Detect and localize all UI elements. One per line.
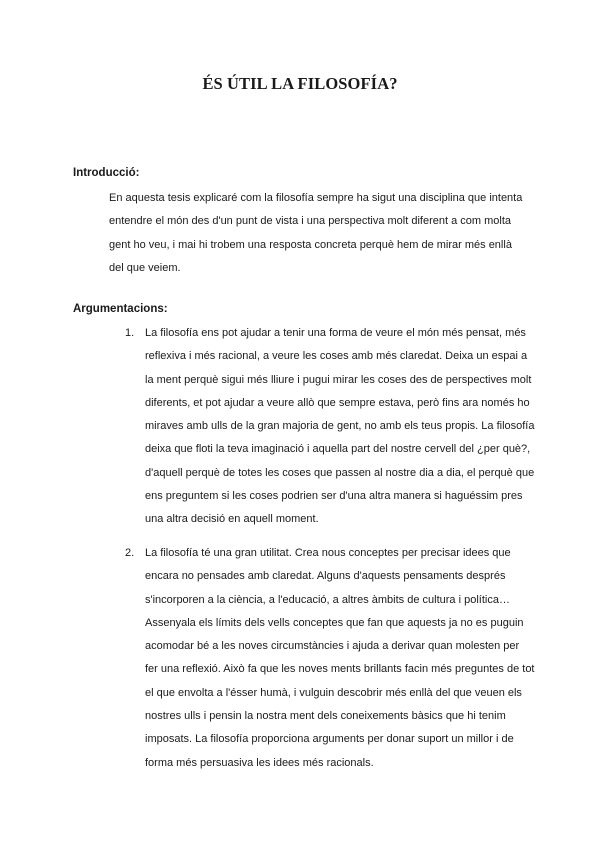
argument-number-2: 2.	[125, 547, 135, 559]
document-title: ÉS ÚTIL LA FILOSOFÍA?	[202, 74, 398, 93]
argument-item-1	[125, 322, 535, 532]
arguments-list-1	[125, 322, 535, 532]
introduction-text: En aquesta tesis explicaré com la filosofía sempre ha sigut una disciplina que intenta entendre el món des d'un punt de vista i una perspectiva molt diferent a com molta gent ho veu, i mai hi trobem una resposta concreta perquè hem de mirar més enllà del que veiem.	[109, 192, 523, 274]
arguments-heading: Argumentacions:	[73, 303, 168, 315]
argument-number-1: 1.	[125, 327, 135, 339]
introduction-heading: Introducció:	[73, 167, 140, 179]
argument-text-2: La filosofía té una gran utilitat. Crea nous conceptes per precisar idees que encara no pensades amb claredat. Alguns d'aquests pensaments després s'incorporen a la ciència, a l'educació, a altres àmbits de cultura i política… Assenyala els límits dels vells conceptes que fan que aquests ja no es puguin acomodar bé a les noves circumstàncies i ajuda a derivar quan molesten per fer una reflexió. Això fa que les noves ments brillants facin més preguntes de tot el que envolta a l'ésser humà, i vulguin descobrir més enllà del que veuen els nostres ulls i pensin la nostra ment dels coneixements bàsics que hi tenim imposats. La filosofía proporciona arguments per donar suport un millor i de forma més persuasiva les idees més racionals.	[145, 547, 535, 769]
argument-text-1: La filosofía ens pot ajudar a tenir una forma de veure el món més pensat, més reflexiva i més racional, a veure les coses amb més claredat. Deixa un espai a la ment perquè sigui més lliure i pugui mirar les coses des de perspectives molt diferents, et pot ajudar a veure allò que sempre estava, però fins ara només ho miraves amb ulls de la gran majoria de gent, no amb els teus propis. La filosofía deixa que floti la teva imaginació i aquella part del nostre cervell del ¿per què?, d'aquell perquè de totes les coses que passen al nostre dia a dia, el perquè que ens preguntem si les coses podrien ser d'una altra manera si haguéssim pres una altra decisió en aquell moment.	[145, 327, 535, 526]
arguments-list-2	[125, 542, 535, 775]
argument-item-2	[125, 542, 535, 775]
